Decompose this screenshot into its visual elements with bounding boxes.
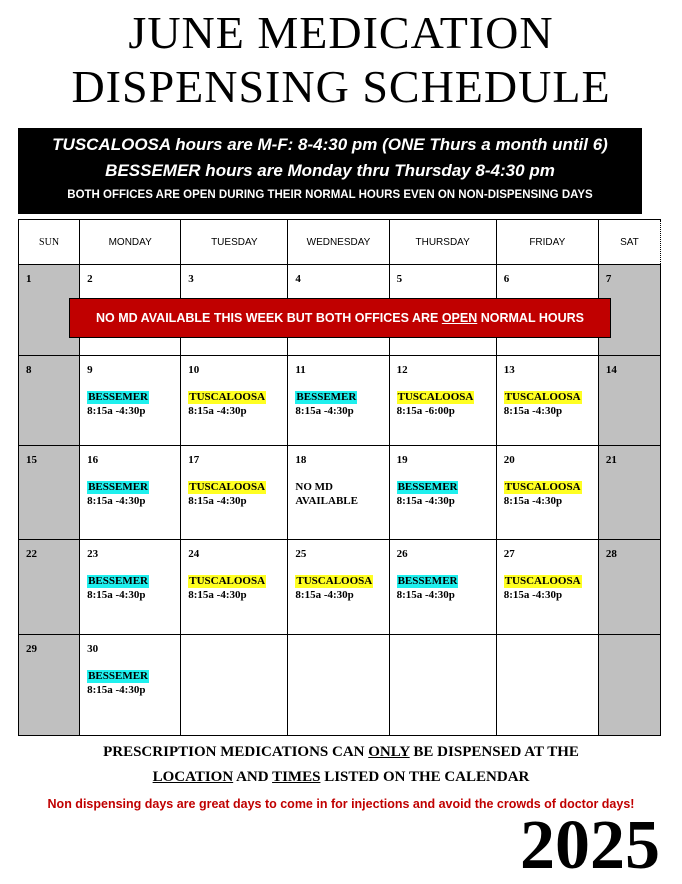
calendar-day-cell <box>496 635 598 736</box>
no-md-open: OPEN <box>441 311 478 325</box>
dispensing-entry <box>188 390 287 418</box>
rule-text: AND <box>233 769 273 785</box>
day-number: 19 <box>396 454 408 466</box>
dispensing-entry <box>504 574 598 602</box>
bessemer-label: BESSEMER <box>88 575 149 587</box>
bessemer-label: BESSEMER <box>397 575 458 587</box>
hours-text: 8:15a -4:30p <box>503 495 563 507</box>
bessemer-label: BESSEMER <box>397 481 458 493</box>
hours-text: 8:15a -4:30p <box>396 589 455 601</box>
hours-text: 8:15a -4:30p <box>188 405 247 417</box>
tuscaloosa-label: TUSCALOOSA <box>504 481 581 493</box>
calendar-day-cell <box>389 635 496 736</box>
weekday-header: FRIDAY <box>496 220 598 265</box>
calendar-day-cell <box>288 635 389 736</box>
bessemer-label: BESSEMER <box>88 670 149 682</box>
calendar-day-cell <box>496 356 598 446</box>
day-number: 20 <box>503 454 515 466</box>
day-number: 21 <box>605 454 617 466</box>
title-line-1: JUNE MEDICATION <box>128 7 554 58</box>
calendar-day-cell <box>496 446 598 540</box>
day-number: 22 <box>26 548 37 560</box>
calendar-day-cell <box>80 635 181 736</box>
calendar-day-cell <box>598 540 660 635</box>
dispensing-entry <box>295 480 388 508</box>
dispensing-entry <box>397 574 496 602</box>
day-number: 2 <box>87 273 93 285</box>
hours-banner <box>18 128 642 214</box>
rule-only: ONLY <box>368 744 410 760</box>
day-number: 30 <box>87 643 99 655</box>
day-number: 8 <box>26 364 32 376</box>
calendar-day-cell <box>598 356 660 446</box>
dispensing-entry <box>295 390 388 418</box>
tuscaloosa-label: TUSCALOOSA <box>189 575 266 587</box>
hours-text: 8:15a -4:30p <box>396 495 455 507</box>
rule-text: LISTED ON THE CALENDAR <box>320 769 530 785</box>
dispensing-entry <box>295 574 388 602</box>
dispensing-entry <box>504 390 598 418</box>
hours-text: 8:15a -4:30p <box>188 495 247 507</box>
day-number: 29 <box>26 643 37 655</box>
weekday-header: TUESDAY <box>181 220 288 265</box>
day-number: 26 <box>396 548 408 560</box>
hours-text: 8:15a -4:30p <box>87 405 146 417</box>
dispensing-entry <box>188 480 287 508</box>
day-number: 10 <box>188 364 200 376</box>
day-number: 13 <box>503 364 515 376</box>
calendar-day-cell <box>181 446 288 540</box>
dispensing-entry <box>397 480 496 508</box>
tuscaloosa-label: TUSCALOOSA <box>397 391 474 403</box>
weekday-header: MONDAY <box>80 220 181 265</box>
calendar-day-cell <box>288 540 389 635</box>
no-md-banner <box>69 298 611 338</box>
calendar-week-row <box>19 540 661 635</box>
dispensing-entry <box>397 390 496 418</box>
calendar-day-cell <box>389 356 496 446</box>
no-md-text: NO MD AVAILABLE THIS WEEK BUT BOTH OFFICES ARE <box>96 311 442 325</box>
calendar-week-row <box>19 446 661 540</box>
dispensing-entry <box>87 669 180 697</box>
day-number: 11 <box>295 364 306 376</box>
rule-times: TIMES <box>272 769 321 785</box>
no-md-label: NO MD <box>295 481 333 493</box>
hours-text: 8:15a -4:30p <box>503 589 563 601</box>
tuscaloosa-label: TUSCALOOSA <box>296 575 373 587</box>
hours-text: 8:15a -4:30p <box>87 495 146 507</box>
tuscaloosa-label: TUSCALOOSA <box>504 575 581 587</box>
page-title <box>0 6 682 114</box>
day-number: 16 <box>87 454 99 466</box>
injection-note: Non dispensing days are great days to come in for injections and avoid the crowds of doctor days! <box>47 797 635 811</box>
rule-text: PRESCRIPTION MEDICATIONS CAN <box>103 744 369 760</box>
day-number: 5 <box>396 273 403 285</box>
calendar-day-cell <box>181 356 288 446</box>
dispensing-entry <box>87 574 180 602</box>
tuscaloosa-label: TUSCALOOSA <box>504 391 581 403</box>
weekday-header: THURSDAY <box>389 220 496 265</box>
offices-open-note: BOTH OFFICES ARE OPEN DURING THEIR NORMAL HOURS EVEN ON NON-DISPENSING DAYS <box>67 189 593 201</box>
title-line-2: DISPENSING SCHEDULE <box>71 61 611 112</box>
dispensing-entry <box>87 390 180 418</box>
calendar-day-cell <box>19 635 80 736</box>
tuscaloosa-label: TUSCALOOSA <box>189 391 266 403</box>
day-number: 12 <box>396 364 408 376</box>
hours-text: 8:15a -4:30p <box>295 589 354 601</box>
calendar-day-cell <box>598 446 660 540</box>
weekday-header: WEDNESDAY <box>288 220 389 265</box>
day-number: 6 <box>503 273 510 285</box>
bessemer-label: BESSEMER <box>296 391 357 403</box>
no-md-text-end: NORMAL HOURS <box>477 311 584 325</box>
tuscaloosa-hours: TUSCALOOSA hours are M-F: 8-4:30 pm (ONE Thurs a month until 6) <box>52 135 608 154</box>
dispensing-entry <box>188 574 287 602</box>
day-number: 18 <box>295 454 307 466</box>
calendar-table <box>18 219 661 736</box>
rule-text: BE DISPENSED AT THE <box>409 744 579 760</box>
hours-text: 8:15a -4:30p <box>87 684 146 696</box>
hours-text: 8:15a -4:30p <box>87 589 146 601</box>
hours-text: 8:15a -4:30p <box>295 405 354 417</box>
calendar-day-cell <box>181 635 288 736</box>
calendar-day-cell <box>80 356 181 446</box>
day-number: 4 <box>295 273 301 285</box>
dispensing-rule <box>0 740 682 790</box>
weekday-header-row <box>19 220 661 265</box>
calendar-day-cell <box>288 446 389 540</box>
calendar-day-cell <box>80 446 181 540</box>
day-number: 25 <box>295 548 307 560</box>
year-label: 2025 <box>520 807 660 884</box>
calendar-day-cell <box>19 540 80 635</box>
day-number: 14 <box>605 364 617 376</box>
calendar-day-cell <box>598 635 660 736</box>
dispensing-entry <box>504 480 598 508</box>
calendar-day-cell <box>181 540 288 635</box>
weekday-header: SAT <box>598 220 660 265</box>
day-number: 28 <box>605 548 617 560</box>
day-number: 1 <box>26 273 32 285</box>
day-number: 24 <box>188 548 200 560</box>
calendar-week-row <box>19 356 661 446</box>
day-number: 27 <box>503 548 515 560</box>
calendar-day-cell <box>389 540 496 635</box>
calendar-day-cell <box>496 540 598 635</box>
tuscaloosa-label: TUSCALOOSA <box>189 481 266 493</box>
dispensing-entry <box>87 480 180 508</box>
calendar-week-row <box>19 635 661 736</box>
calendar-day-cell <box>19 446 80 540</box>
bessemer-label: BESSEMER <box>88 391 149 403</box>
calendar-day-cell <box>80 540 181 635</box>
bessemer-label: BESSEMER <box>88 481 149 493</box>
hours-text: 8:15a -4:30p <box>188 589 247 601</box>
day-number: 23 <box>87 548 99 560</box>
day-number: 17 <box>188 454 200 466</box>
rule-location: LOCATION <box>152 769 234 785</box>
calendar-day-cell <box>389 446 496 540</box>
weekday-header: SUN <box>19 220 80 265</box>
day-number: 3 <box>188 273 194 285</box>
hours-text: AVAILABLE <box>295 495 358 507</box>
calendar-day-cell <box>19 356 80 446</box>
day-number: 7 <box>605 273 612 285</box>
calendar-day-cell <box>288 356 389 446</box>
bessemer-hours: BESSEMER hours are Monday thru Thursday 8-4:30 pm <box>105 161 555 180</box>
hours-text: 8:15a -6:00p <box>396 405 455 417</box>
day-number: 15 <box>26 454 37 466</box>
day-number: 9 <box>87 364 93 376</box>
hours-text: 8:15a -4:30p <box>503 405 563 417</box>
